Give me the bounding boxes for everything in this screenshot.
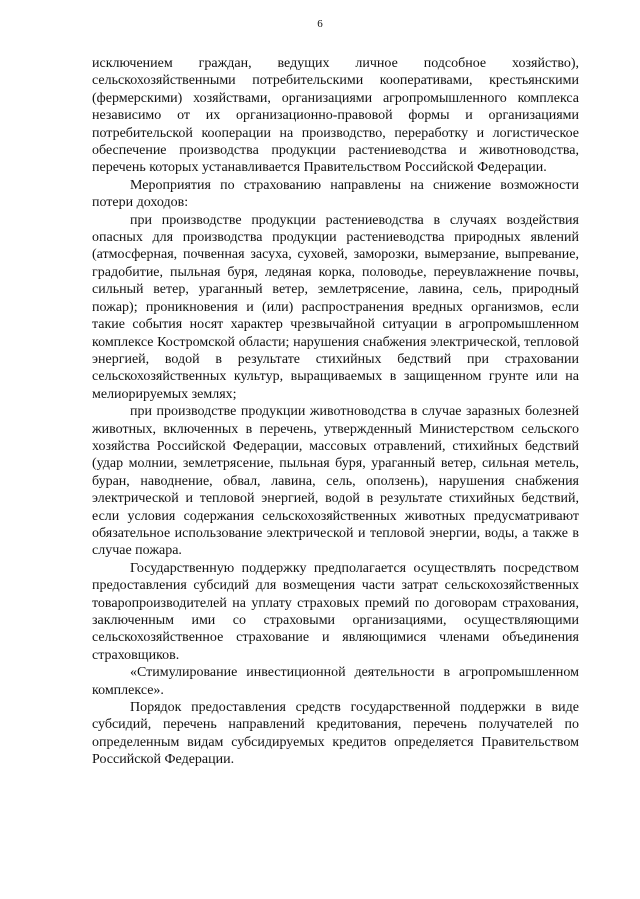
- paragraph-livestock-insurance: при производстве продукции животноводства в случае заразных болезней животных, включенных в перечень, утвержденный Министерством сельского хозяйства Российской Федерации, массовых отравлений, стихийных бедствий (удар молнии, землетрясение, пыльная буря, ураганный ветер, сильная метель, буран, наводнение, обвал, лавина, сель, оползень), нарушения снабжения электрической и тепловой энергией, водой в результате стихийных бедствий, если условия содержания сельскохозяйственных животных предусматривают обязательное использование электрической и тепловой энергии, воды, а также в случае пожара.: [92, 404, 579, 559]
- document-body: [92, 55, 579, 769]
- paragraph-continuation: исключением граждан, ведущих личное подсобное хозяйство), сельскохозяйственными потребительскими кооперативами, крестьянскими (фермерскими) хозяйствами, организациями агропромышленного комплекса независимо от их организационно-правовой формы и организациями потребительской кооперации на производство, переработку и логистическое обеспечение производства продукции растениеводства и животноводства, перечень которых устанавливается Правительством Российской Федерации.: [92, 56, 579, 176]
- page-number: 6: [317, 18, 323, 30]
- paragraph-state-support: Государственную поддержку предполагается осуществлять посредством предоставления субсидий для возмещения части затрат сельскохозяйственных товаропроизводителей на уплату страховых премий по договорам страхования, заключенным ими со страховыми организациями, осуществляющими сельскохозяйственное страхование и являющимися членами объединения страховщиков.: [92, 560, 579, 663]
- paragraph-investment-heading: «Стимулирование инвестиционной деятельности в агропромышленном комплексе».: [92, 665, 579, 698]
- paragraph-crop-insurance: при производстве продукции растениеводства в случаях воздействия опасных для производства продукции растениеводства природных явлений (атмосферная, почвенная засуха, суховей, заморозки, вымерзание, выпревание, градобитие, пыльная буря, ледяная корка, половодье, переувлажнение почвы, сильный ветер, ураганный ветер, землетрясение, лавина, сель, природный пожар); проникновения и (или) распространения вредных организмов, если такие события носят характер чрезвычайной ситуации в агропромышленном комплексе Костромской области; нарушения снабжения электрической, тепловой энергией, водой в результате стихийных бедствий при страховании сельскохозяйственных культур, выращиваемых в защищенном грунте или на мелиорируемых землях;: [92, 212, 579, 402]
- paragraph-subsidy-procedure: Порядок предоставления средств государственной поддержки в виде субсидий, перечень направлений кредитования, перечень получателей по определенным видам субсидируемых кредитов определяется Правительством Российской Федерации.: [92, 700, 579, 768]
- paragraph-insurance-intro: Мероприятия по страхованию направлены на снижение возможности потери доходов:: [92, 177, 579, 211]
